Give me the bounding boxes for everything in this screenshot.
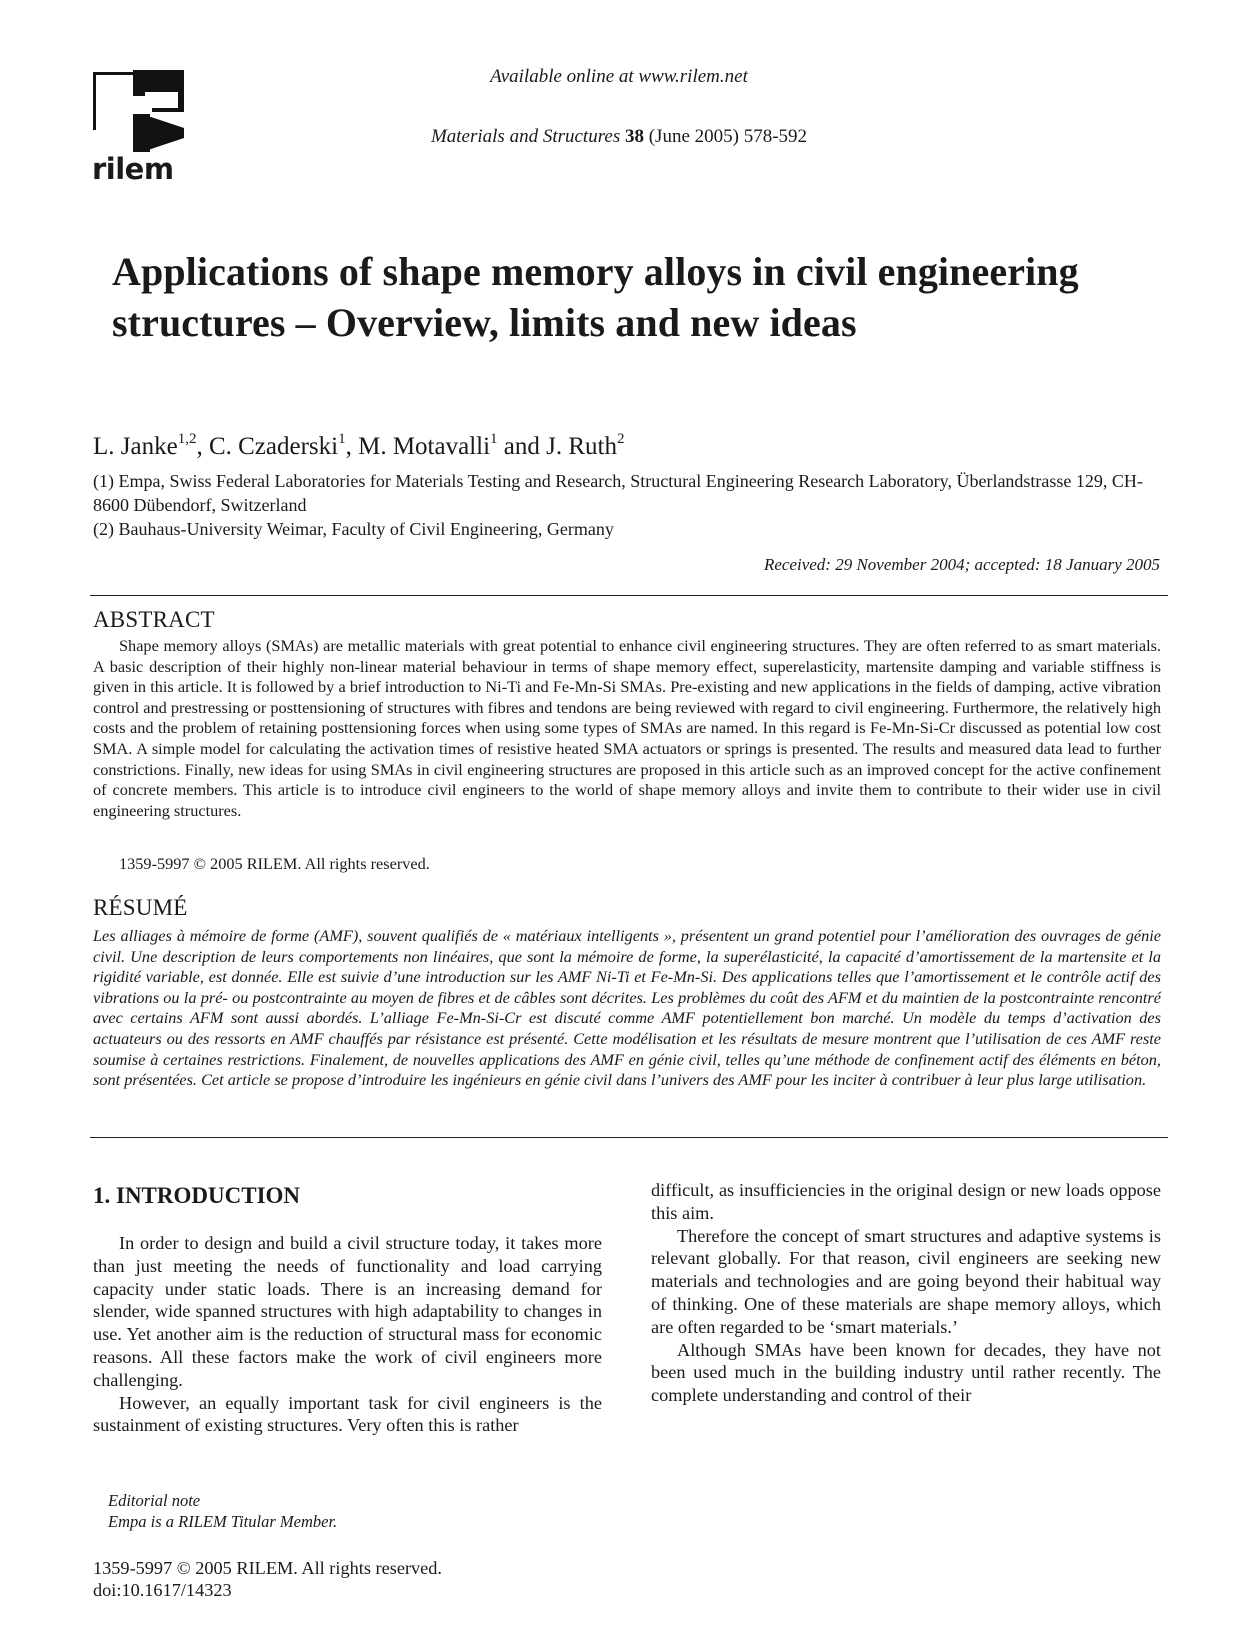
footer-copyright: 1359-5997 © 2005 RILEM. All rights reserved. xyxy=(93,1558,443,1578)
editorial-note-text: Empa is a RILEM Titular Member. xyxy=(108,1512,338,1531)
introduction-heading: 1. INTRODUCTION xyxy=(93,1183,301,1208)
paper-title xyxy=(112,246,1152,348)
affiliation-1: (1) Empa, Swiss Federal Laboratories for Materials Testing and Research, Structural Engineering Research Laboratory, Überlandstrasse 129, CH-8600 Dübendorf, Switzerland xyxy=(93,471,1143,515)
editorial-note-label: Editorial note xyxy=(108,1491,201,1510)
abstract-heading: ABSTRACT xyxy=(93,607,215,632)
author-name: M. Motavalli xyxy=(358,433,491,460)
journal-volume: 38 xyxy=(624,126,644,147)
author-affiliation-mark: 2 xyxy=(617,431,625,447)
received-dates: Received: 29 November 2004; accepted: 18 January 2005 xyxy=(763,555,1160,574)
resume-text: Les alliages à mémoire de forme (AMF), souvent qualifiés de « matériaux intelligents », présentent un grand potentiel pour l’amélioration des ouvrages de génie civil. Une description de leurs comportements non linéaires, que sont la mémoire de forme, la superélasticité, la capacité d’amortissement de la martensite et la rigidité variable, est donnée. Elle est suivie d’une introduction sur les AMF Ni-Ti et Fe-Mn-Si. Des applications telles que l’amortissement et le contrôle actif des vibrations ou la pré- ou postcontrainte au moyen de fibres et de câbles sont décrites. Les problèmes du coût des AFM et du maintien de la postcontrainte rencontré avec certains AFM sont aussi abordés. L’alliage Fe-Mn-Si-Cr est discuté comme AMF potentiellement bon marché. Un modèle du temps d’activation des actuateurs ou des ressorts en AMF chauffés par résistance est présenté. Cette modélisation et les résultats de mesure montrent que l’utilisation de ces AMF reste soumise à certaines restrictions. Finalement, de nouvelles applications des AMF en génie civil, telles qu’une méthode de confinement actif des éléments en béton, sont présentées. Cet article se propose d’introduire les ingénieurs en génie civil dans l’univers des AMF pour les inciter à contribuer à leur plus large utilisation. xyxy=(93,926,1161,1090)
abstract-text: Shape memory alloys (SMAs) are metallic materials with great potential to enhance civil engineering structures. They are often referred to as smart materials. A basic description of their highly non-linear material behaviour in terms of shape memory effect, superelasticity, martensite damping and variable stiffness is given in this article. It is followed by a brief introduction to Ni-Ti and Fe-Mn-Si SMAs. Pre-existing and new applications in the fields of damping, active vibration control and prestressing or posttensioning of structures with fibres and tendons are being reviewed with regard to civil engineering. Furthermore, the relatively high costs and the problem of retaining posttensioning forces when using some types of SMAs are named. In this regard is Fe-Mn-Si-Cr discussed as potential low cost SMA. A simple model for calculating the activation times of resistive heated SMA actuators or springs is presented. The results and measured data lead to further constrictions. Finally, new ideas for using SMAs in civil engineering structures are proposed in this article such as an improved concept for the active confinement of concrete members. This article is to introduce civil engineers to the world of shape memory alloys and invite them to contribute to their wider use in civil engineering structures. xyxy=(93,636,1161,820)
divider-top xyxy=(90,595,1168,596)
author-name: J. Ruth xyxy=(546,433,617,460)
title-line-2: structures – Overview, limits and new ideas xyxy=(112,300,857,345)
intro-left-column xyxy=(93,1232,602,1437)
intro-paragraph: In order to design and build a civil structure today, it takes more than just meeting the needs of functionality and load carrying capacity under static loads. There is an increasing demand for slender, wide spanned structures with high adaptability to changes in use. Yet another aim is the reduction of structural mass for economic reasons. All these factors make the work of civil engineers more challenging. xyxy=(93,1233,602,1390)
footer-doi: doi:10.1617/14323 xyxy=(93,1580,232,1600)
intro-paragraph: Therefore the concept of smart structures and adaptive systems is relevant globally. For that reason, civil engineers are seeking new materials and technologies and are going beyond their habitual way of thinking. One of these materials are shape memory alloys, which are often regarded to be ‘smart materials.’ xyxy=(651,1225,1161,1337)
divider-bottom xyxy=(90,1137,1168,1138)
author-separator: and xyxy=(497,433,547,460)
title-line-1: Applications of shape memory alloys in civil engineering xyxy=(112,249,1079,294)
intro-paragraph: However, an equally important task for civil engineers is the sustainment of existing structures. Very often this is rather xyxy=(93,1392,602,1436)
author-affiliation-mark: 1 xyxy=(338,431,346,447)
author-separator: , xyxy=(196,433,209,460)
intro-paragraph: Although SMAs have been known for decades, they have not been used much in the building industry until rather recently. The complete understanding and control of their xyxy=(651,1339,1161,1406)
available-online: Available online at www.rilem.net xyxy=(490,66,748,87)
editorial-note xyxy=(108,1490,337,1532)
author-name: C. Czaderski xyxy=(208,433,339,460)
author-affiliation-mark: 1,2 xyxy=(177,431,197,447)
journal-name: Materials and Structures xyxy=(430,126,621,147)
author-list xyxy=(93,433,625,461)
intro-right-column xyxy=(651,1179,1161,1407)
rilem-logo-text: rilem xyxy=(92,152,174,186)
affiliation-2: (2) Bauhaus-University Weimar, Faculty of Civil Engineering, Germany xyxy=(93,519,614,539)
author-name: L. Janke xyxy=(93,433,178,460)
resume-heading: RÉSUMÉ xyxy=(93,895,188,920)
abstract-copyright: 1359-5997 © 2005 RILEM. All rights reserved. xyxy=(119,854,430,873)
page-footer xyxy=(93,1557,442,1601)
author-separator: , xyxy=(345,433,359,460)
journal-issue: (June 2005) 578-592 xyxy=(648,126,808,147)
intro-continuation: difficult, as insufficiencies in the original design or new loads oppose this aim. xyxy=(651,1180,1161,1223)
author-affiliation-mark: 1 xyxy=(490,431,498,447)
journal-citation xyxy=(0,126,1238,148)
